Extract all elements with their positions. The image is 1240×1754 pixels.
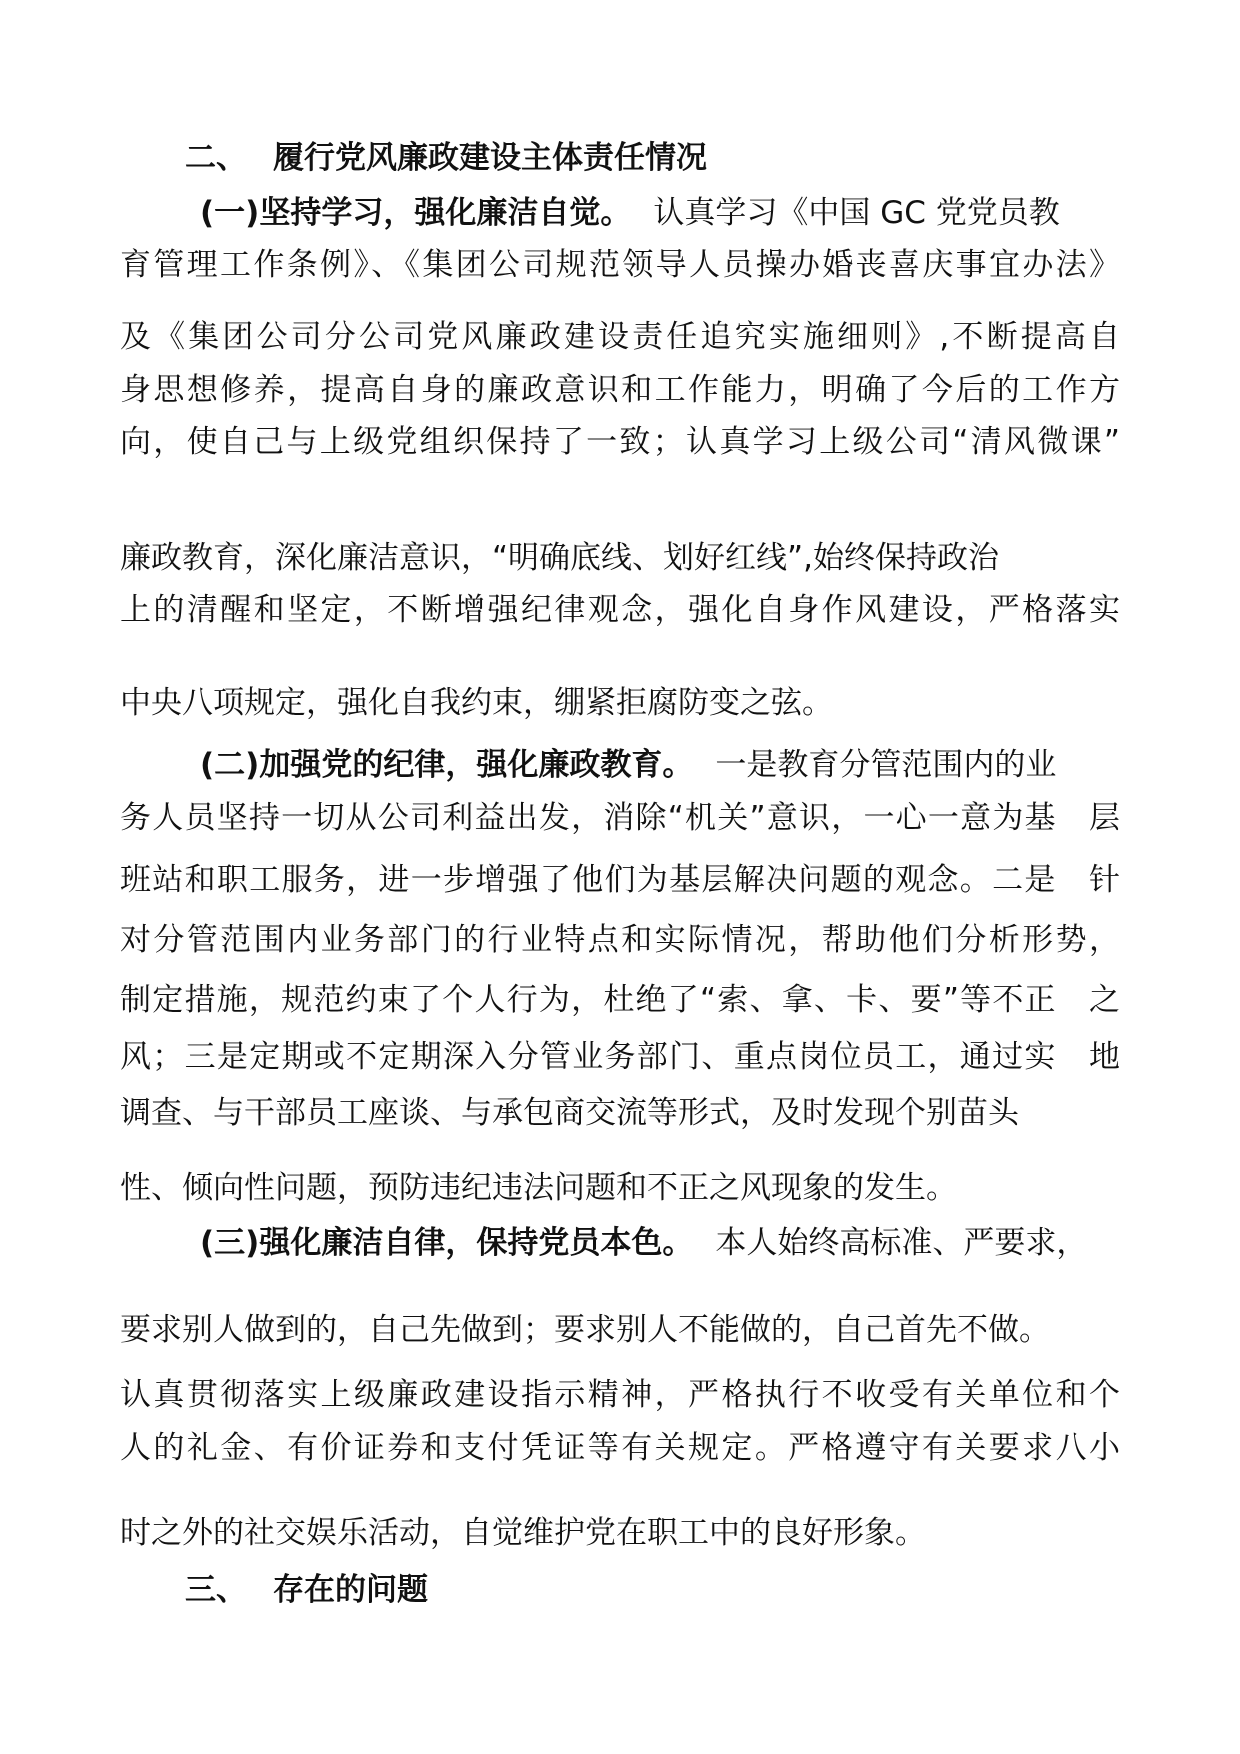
paragraph-text: 认真学习《中国 GC 党党员教 [653,195,1060,231]
paragraph-line: 向，使自己与上级党组织保持了一致；认真学习上级公司“清风微课” [120,424,1120,460]
section-title: 存在的问题 [273,1572,428,1608]
paragraph-line: 对分管范围内业务部门的行业特点和实际情况，帮助他们分析形势， [120,922,1120,958]
section-heading-3 [185,1570,428,1610]
paragraph-line: 上的清醒和坚定，不断增强纪律观念，强化自身作风建设，严格落实 [120,592,1120,628]
paragraph-line: 及《集团公司分公司党风廉政建设责任追究实施细则》,不断提高自 [120,319,1120,355]
section-number: 三、 [185,1572,247,1608]
paragraph-line: 调查、与干部员工座谈、与承包商交流等形式，及时发现个别苗头 [120,1095,1019,1131]
paragraph-line: 风；三是定期或不定期深入分管业务部门、重点岗位员工，通过实 地 [120,1039,1120,1075]
paragraph-lead: (三)强化廉洁自律，保持党员本色。 [200,1225,694,1261]
paragraph-line: 班站和职工服务，进一步增强了他们为基层解决问题的观念。二是 针 [120,862,1120,898]
paragraph-1-line-1 [200,193,1060,233]
paragraph-line: 要求别人做到的，自己先做到；要求别人不能做的，自己首先不做。 [120,1312,1050,1348]
paragraph-line: 制定措施，规范约束了个人行为，杜绝了“索、拿、卡、要”等不正 之 [120,982,1120,1018]
section-number: 二、 [185,140,247,176]
paragraph-line: 性、倾向性问题，预防违纪违法问题和不正之风现象的发生。 [120,1170,957,1206]
section-title: 履行党风廉政建设主体责任情况 [273,140,707,176]
paragraph-2-line-1 [200,745,1056,785]
paragraph-line: 中央八项规定，强化自我约束，绷紧拒腐防变之弦。 [120,685,833,721]
section-heading-2 [185,138,707,178]
paragraph-line: 育管理工作条例》、《集团公司规范领导人员操办婚丧喜庆事宜办法》 [120,247,1120,283]
paragraph-text: 一是教育分管范围内的业 [715,747,1057,783]
paragraph-line: 认真贯彻落实上级廉政建设指示精神，严格执行不收受有关单位和个 [120,1377,1120,1413]
paragraph-text: 本人始终高标准、严要求， [715,1225,1088,1261]
paragraph-lead: (二)加强党的纪律，强化廉政教育。 [200,747,694,783]
paragraph-line: 身思想修养，提高自身的廉政意识和工作能力，明确了今后的工作方 [120,372,1120,408]
paragraph-lead: (一)坚持学习，强化廉洁自觉。 [200,195,632,231]
paragraph-3-line-1 [200,1223,1087,1263]
paragraph-line: 时之外的社交娱乐活动，自觉维护党在职工中的良好形象。 [120,1515,926,1551]
paragraph-line: 务人员坚持一切从公司利益出发，消除“机关”意识，一心一意为基 层 [120,800,1120,836]
paragraph-line: 人的礼金、有价证券和支付凭证等有关规定。严格遵守有关要求八小 [120,1430,1120,1466]
paragraph-line: 廉政教育，深化廉洁意识，“明确底线、划好红线”,始终保持政治 [120,540,999,576]
